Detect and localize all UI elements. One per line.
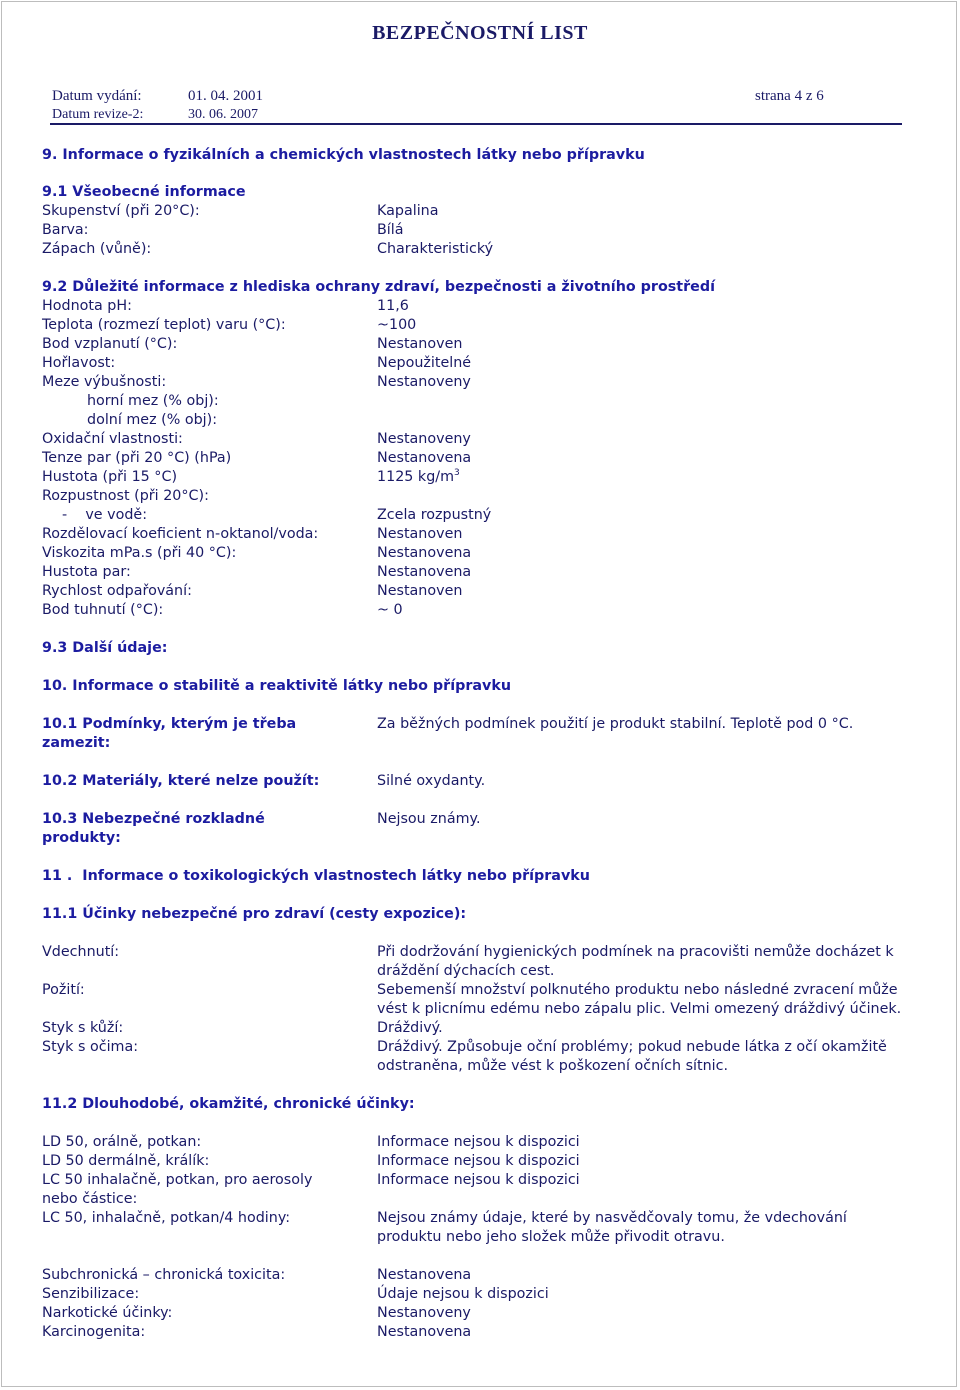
property-value: Nestanovena <box>377 564 472 580</box>
section-10-2-value: Silné oxydanty. <box>377 773 486 789</box>
property-value: Charakteristický <box>377 241 494 257</box>
exposure-label: Vdechnutí: <box>42 944 120 960</box>
section-9-1-heading: 9.1 Všeobecné informace <box>42 184 246 200</box>
property-label: Viskozita mPa.s (při 40 °C): <box>42 545 237 561</box>
section-10-3-heading: 10.3 Nebezpečné rozkladné <box>42 811 265 827</box>
property-label: Oxidační vlastnosti: <box>42 431 183 447</box>
section-11-2-heading: 11.2 Dlouhodobé, okamžité, chronické účinky: <box>42 1096 415 1112</box>
toxicity-value: Nestanoveny <box>377 1305 471 1321</box>
toxicity-value: Informace nejsou k dispozici <box>377 1134 580 1150</box>
exposure-value: Při dodržování hygienických podmínek na pracovišti nemůže docházet k dráždění dýchacích cest. <box>377 944 894 979</box>
exposure-label: Styk s kůží: <box>42 1020 124 1036</box>
section-11-1-heading: 11.1 Účinky nebezpečné pro zdraví (cesty expozice): <box>42 906 467 922</box>
header-divider <box>50 123 902 125</box>
document-title: BEZPEČNOSTNÍ LIST <box>372 22 588 44</box>
exposure-label: Styk s očima: <box>42 1039 139 1055</box>
toxicity-label: LC 50 inhalačně, potkan, pro aerosoly <box>42 1172 313 1188</box>
property-value: Nestanoveny <box>377 431 471 447</box>
section-10-1-heading: 10.1 Podmínky, kterým je třeba <box>42 716 297 732</box>
toxicity-label: Karcinogenita: <box>42 1324 146 1340</box>
property-value: Nestanovena <box>377 545 472 561</box>
revision-date-label: Datum revize-2: <box>52 107 144 122</box>
section-10-3-value: Nejsou známy. <box>377 811 481 827</box>
section-10-1-value: Za běžných podmínek použití je produkt stabilní. Teplotě pod 0 °C. <box>377 716 854 732</box>
property-label: Tenze par (při 20 °C) (hPa) <box>42 450 232 466</box>
section-10-heading: 10. Informace o stabilitě a reaktivitě látky nebo přípravku <box>42 678 512 694</box>
property-value: Nestanoveny <box>377 374 471 390</box>
property-label: Rychlost odpařování: <box>42 583 192 599</box>
toxicity-label-cont: nebo částice: <box>42 1191 138 1207</box>
property-label: Meze výbušnosti: <box>42 374 167 390</box>
property-label: Teplota (rozmezí teplot) varu (°C): <box>42 317 286 333</box>
toxicity-label: Subchronická – chronická toxicita: <box>42 1267 286 1283</box>
property-value: Nestanovena <box>377 450 472 466</box>
section-10-1-heading-cont: zamezit: <box>42 735 111 751</box>
property-label: Zápach (vůně): <box>42 241 152 257</box>
section-10-2-heading: 10.2 Materiály, které nelze použít: <box>42 773 320 789</box>
property-value: Kapalina <box>377 203 439 219</box>
property-label: Skupenství (při 20°C): <box>42 203 200 219</box>
property-value: Nestanoven <box>377 336 463 352</box>
density-exponent: 3 <box>454 468 460 479</box>
section-11-heading: 11 . Informace o toxikologických vlastnostech látky nebo přípravku <box>42 868 590 884</box>
property-value: ~ 0 <box>377 602 403 618</box>
issue-date-label: Datum vydání: <box>52 88 142 104</box>
issue-date: 01. 04. 2001 <box>188 88 263 104</box>
toxicity-label: LD 50, orálně, potkan: <box>42 1134 202 1150</box>
property-label: Hořlavost: <box>42 355 116 371</box>
exposure-value: Dráždivý. <box>377 1020 443 1036</box>
property-value: Bílá <box>377 222 404 238</box>
density-value <box>377 468 460 487</box>
section-10-3-heading-cont: produkty: <box>42 830 121 846</box>
property-label: Hustota (při 15 °C) <box>42 469 178 485</box>
property-label: Bod tuhnutí (°C): <box>42 602 164 618</box>
property-value: Nepoužitelné <box>377 355 472 371</box>
property-label: Rozpustnost (při 20°C): <box>42 488 209 504</box>
toxicity-value: Nestanovena <box>377 1324 472 1340</box>
exposure-value: Dráždivý. Způsobuje oční problémy; pokud nebude látka z očí okamžitě odstraněna, může vést k poškození očních sítnic. <box>377 1039 887 1074</box>
toxicity-value: Informace nejsou k dispozici <box>377 1172 580 1188</box>
exposure-value: Sebemenší množství polknutého produktu nebo následné zvracení může vést k plicnímu edému nebo zápalu plic. Velmi omezený dráždivý účinek. <box>377 982 902 1017</box>
property-label: Hustota par: <box>42 564 131 580</box>
property-value: Nestanoven <box>377 526 463 542</box>
property-label: dolní mez (% obj): <box>87 412 218 428</box>
property-label: horní mez (% obj): <box>87 393 219 409</box>
density-number: 1125 kg/m <box>377 469 455 485</box>
property-label: Barva: <box>42 222 89 238</box>
toxicity-value: Údaje nejsou k dispozici <box>377 1286 549 1302</box>
toxicity-label: Narkotické účinky: <box>42 1305 173 1321</box>
property-label: - ve vodě: <box>62 507 148 523</box>
property-label: Hodnota pH: <box>42 298 132 314</box>
property-value: Nestanoven <box>377 583 463 599</box>
property-label: Bod vzplanutí (°C): <box>42 336 178 352</box>
toxicity-label: Senzibilizace: <box>42 1286 140 1302</box>
toxicity-value: Nestanovena <box>377 1267 472 1283</box>
section-9-heading: 9. Informace o fyzikálních a chemických vlastnostech látky nebo přípravku <box>42 147 645 163</box>
toxicity-value: Nejsou známy údaje, které by nasvědčovaly tomu, že vdechování produktu nebo jeho složek může přivodit otravu. <box>377 1210 847 1245</box>
property-value: 11,6 <box>377 298 409 314</box>
property-value: ~100 <box>377 317 417 333</box>
section-9-2-heading: 9.2 Důležité informace z hlediska ochrany zdraví, bezpečnosti a životního prostředí <box>42 279 716 295</box>
toxicity-value: Informace nejsou k dispozici <box>377 1153 580 1169</box>
property-label: Rozdělovací koeficient n-oktanol/voda: <box>42 526 319 542</box>
property-value: Zcela rozpustný <box>377 507 492 523</box>
section-9-3-heading: 9.3 Další údaje: <box>42 640 168 656</box>
toxicity-label: LD 50 dermálně, králík: <box>42 1153 210 1169</box>
exposure-label: Požití: <box>42 982 85 998</box>
page-number: strana 4 z 6 <box>755 88 824 104</box>
revision-date: 30. 06. 2007 <box>188 107 258 122</box>
toxicity-label: LC 50, inhalačně, potkan/4 hodiny: <box>42 1210 291 1226</box>
